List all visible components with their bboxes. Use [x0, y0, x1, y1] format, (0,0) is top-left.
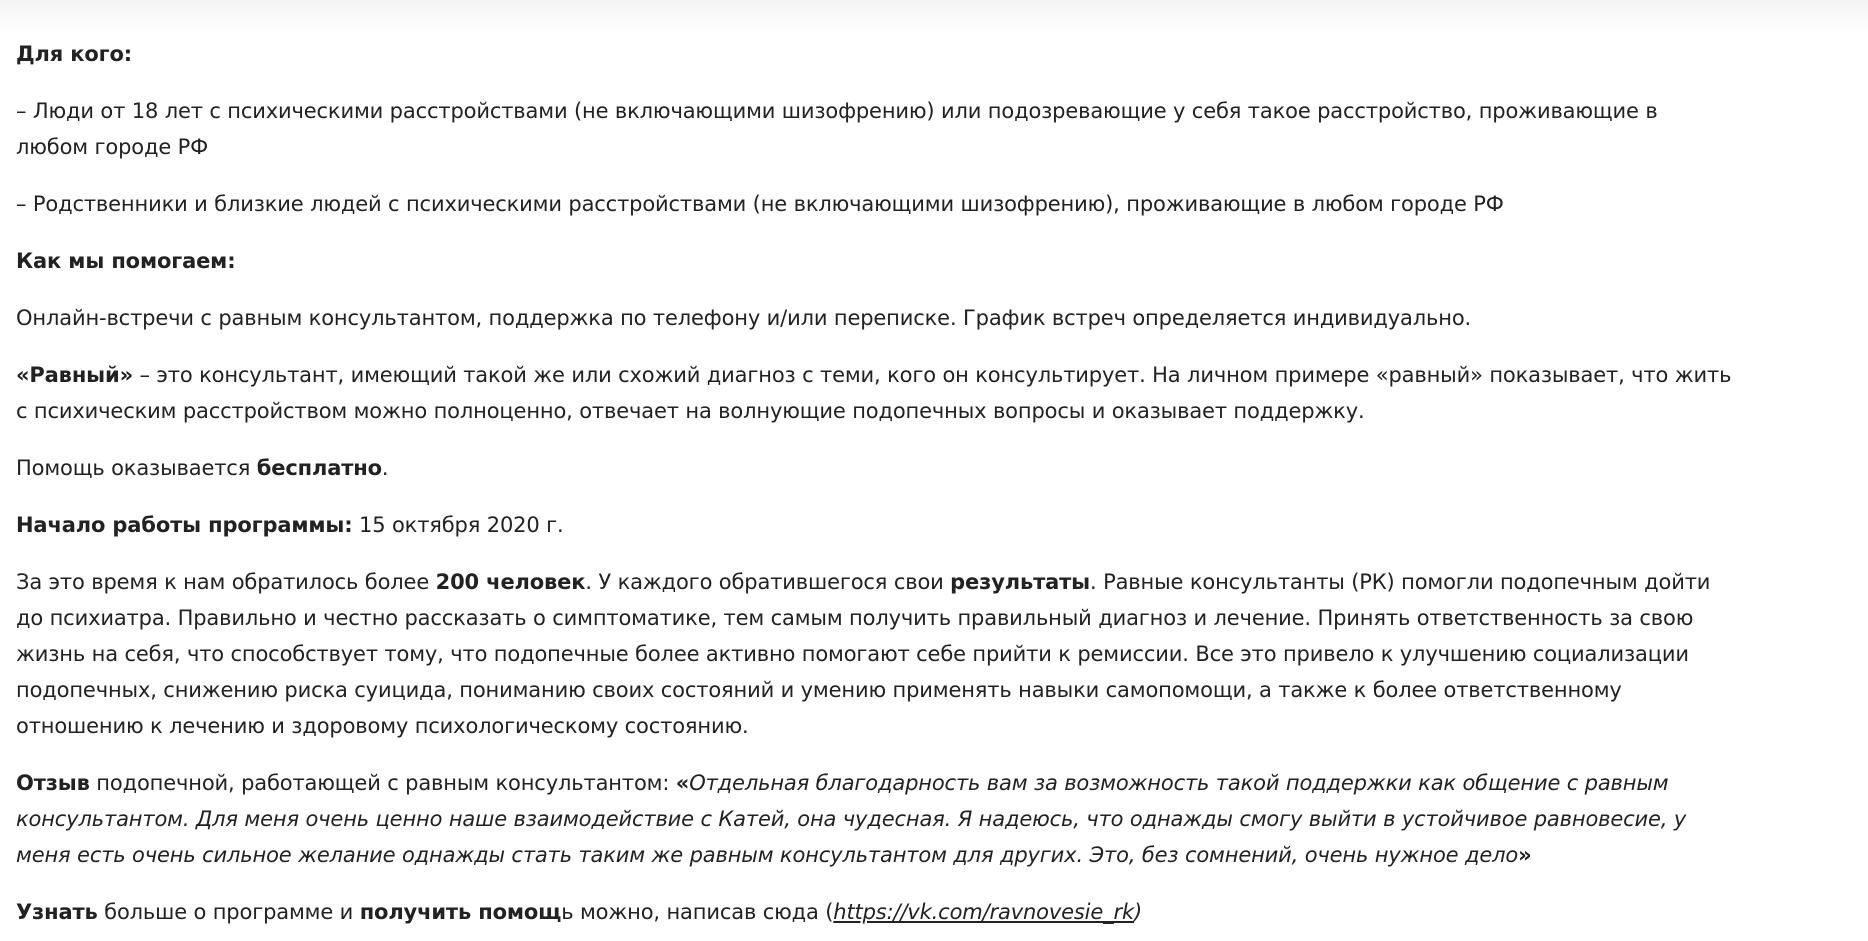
for-whom-heading: Для кого: — [16, 42, 133, 66]
program-start-line — [16, 507, 1736, 543]
how-we-help-text: Онлайн-встречи с равным консультантом, поддержка по телефону и/или переписке. График встреч определяется индивидуально. — [16, 306, 1472, 330]
free-help-line: Помощь оказывается бесплатно. — [16, 456, 389, 480]
results-emphasis: результаты — [950, 570, 1091, 594]
ravny-term: «Равный» — [16, 363, 133, 387]
review-quote: Отдельная благодарность вам за возможность такой поддержки как общение с равным консультантом. Для меня очень ценно наше взаимодействие с Катей, она чудесная. Я надеюсь, что однажды смогу выйти в устойчивое равновесие, у меня есть очень сильное желание однажды стать таким же равным консультантом для других. Это, без сомнений, очень нужное дело — [16, 771, 1687, 867]
people-count: 200 человек — [435, 570, 586, 594]
review-paragraph: Отзыв подопечной, работающей с равным консультантом: «Отдельная благодарность вам за возможность такой поддержки как общение с равным консультантом. Для меня очень ценно наше взаимодействие с Катей, она чудесная. Я надеюсь, что однажды смогу выйти в устойчивое равновесие, у меня есть очень сильное желание однажды стать таким же равным консультантом для других. Это, без сомнений, очень нужное дело» — [16, 771, 1687, 867]
results-paragraph: За это время к нам обратилось более 200 человек. У каждого обратившегося свои результаты. Равные консультанты (РК) помогли подопечным дойти до психиатра. Правильно и честно рассказать о симптоматике, тем самым получить правильный диагноз и лечение. Принять ответственность за свою жизнь на себя, что способствует тому, что подопечные более активно помогают себе прийти к ремиссии. Все это привело к улучшению социализации подопечных, снижению риска суицида, пониманию своих состояний и умению применять навыки самопомощи, а также к более ответственному отношению к лечению и здоровому психологическому состоянию. — [16, 570, 1711, 738]
how-we-help-heading: Как мы помогаем: — [16, 249, 236, 273]
top-bar-shadow — [0, 0, 1868, 34]
program-start-date: 15 октября 2020 г. — [352, 513, 564, 537]
review-label: Отзыв — [16, 771, 90, 795]
ravny-definition: «Равный» – это консультант, имеющий такой же или схожий диагноз с теми, кого он консультирует. На личном примере «равный» показывает, что жить с психическим расстройством можно полноценно, отвечает на волнующие подопечных вопросы и оказывает поддержку. — [16, 363, 1732, 423]
free-emphasis: бесплатно — [256, 456, 382, 480]
for-whom-item-relatives: – Родственники и близкие людей с психическими расстройствами (не включающими шизофрению), проживающие в любом городе РФ — [16, 192, 1504, 216]
for-whom-item-adults: – Люди от 18 лет с психическими расстройствами (не включающими шизофрению) или подозревающие у себя такое расстройство, проживающие в любом городе РФ — [16, 99, 1658, 159]
contact-paragraph: Узнать больше о программе и получить помощь можно, написав сюда (https://vk.com/ravnovesie_rk) — [16, 900, 1143, 924]
vk-group-link[interactable]: https://vk.com/ravnovesie_rk — [833, 900, 1134, 924]
program-start-label: Начало работы программы: — [16, 513, 353, 537]
article-body — [16, 36, 1736, 941]
